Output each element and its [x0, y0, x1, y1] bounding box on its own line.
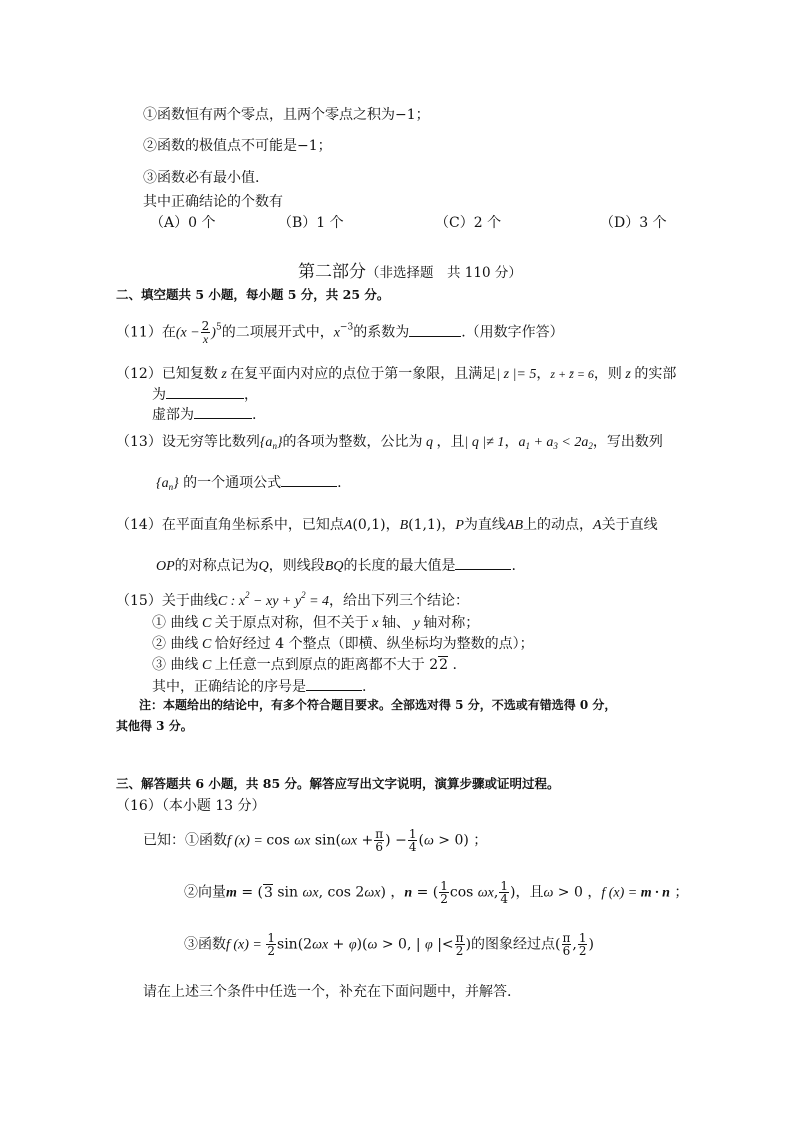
answer-blank[interactable] [281, 472, 337, 487]
q-text: 上任意一点到原点的距离都不大于 [214, 657, 425, 673]
q-text: 在 [161, 324, 176, 341]
q-text: 的实部 [634, 366, 677, 382]
q15-item-1: ① 曲线 C 关于原点对称，但不关于 x 轴、 y 轴对称； [152, 615, 480, 631]
q13-line2: $\{a_n\}$ 的一个通项公式 . [156, 472, 342, 492]
question-16-title: （16）（本小题 13 分） [116, 798, 266, 814]
q-number: （13） [116, 434, 162, 450]
option-c: （C）2 个 [435, 215, 502, 231]
q-text: ，写出数列 [592, 434, 663, 450]
part-title-main: 第二部分 [298, 262, 366, 282]
question-13: （13）设无穷等比数列$\{a_n\}$的各项为整数，公比为 q ，且| q |≠ 1，$a_1 + a_3 < 2a_2$，写出数列 [116, 434, 663, 451]
section-2-header: 二、填空题共 5 小题，每小题 5 分，共 25 分。 [116, 287, 390, 302]
q-text: 轴对称； [423, 615, 480, 631]
q15-item-2: ② 曲线 C 恰好经过 4 个整点（即横、纵坐标均为整数的点）； [152, 636, 534, 652]
option-d: （D）3 个 [600, 215, 667, 231]
q-text: 在复平面内对应的点位于第一象限，且满足 [230, 366, 497, 382]
q-text: 为 [152, 387, 166, 403]
q-text: 关于曲线 [161, 593, 218, 609]
q-text: ③函数 [184, 936, 226, 953]
q-text: ② 曲线 [152, 636, 199, 652]
q-text: ，给出下列三个结论： [329, 593, 470, 609]
q-text: ，且 [515, 884, 544, 901]
q-text: 轴、 [382, 615, 411, 631]
conclusion-1: ①函数恒有两个零点，且两个零点之积为−1； [143, 107, 430, 123]
q12-line3: 虚部为 . [152, 404, 256, 424]
answer-blank[interactable] [166, 384, 244, 399]
option-a: （A）0 个 [150, 215, 216, 231]
answer-blank[interactable] [409, 322, 461, 337]
q-text: 的一个通项公式 [183, 475, 282, 491]
part-title-sub: （非选择题 共 110 分） [366, 265, 522, 281]
q-text: 已知：①函数 [143, 832, 227, 849]
q-text: 在平面直角坐标系中，已知点 [161, 517, 344, 533]
q16-condition-2: ②向量m = (3 sin ωx, cos 2ωx) ，n = ( $\frac{1}{2}$ cos ωx, $\frac{1}{4}$ )，且ω > 0 ，f (x) = m · n ； [184, 879, 689, 906]
q-text: 关于直线 [601, 517, 658, 533]
q-text: ③ 曲线 [152, 657, 199, 673]
q-text: ① 曲线 [152, 615, 199, 631]
q-text: 上的动点， [523, 517, 594, 533]
q-number: （14） [116, 517, 162, 533]
q-text: 的长度的最大值是 [343, 558, 456, 574]
q-number: （15） [116, 593, 162, 609]
q16-condition-1: 已知：①函数f (x) = cos ωx sin(ωx + $\frac{\pi}{6}$ ) − $\frac{1}{4}$ (ω > 0) ； [143, 827, 488, 854]
q-text: ，则线段 [268, 558, 325, 574]
q12-line2: 为 ， [152, 384, 258, 404]
q-text: ，且 [436, 434, 465, 450]
q-text: 的二项展开式中， [221, 324, 334, 341]
q16-ask: 请在上述三个条件中任选一个，补充在下面问题中，并解答. [143, 984, 512, 1000]
question-stem: 其中正确结论的个数有 [143, 194, 283, 210]
q-text: 的对称点记为 [174, 558, 259, 574]
answer-blank[interactable] [306, 676, 362, 691]
answer-blank[interactable] [455, 555, 511, 570]
question-15: （15）关于曲线C : $x^2$ − xy + $y^2 = 4$，给出下列三个结论： [116, 590, 470, 609]
q-text: 为直线 [463, 517, 506, 533]
q16-condition-3: ③函数f (x) = $\frac{1}{2}$ sin(2ωx + φ)(ω > 0, | φ |< $\frac{\pi}{2}$ )的图象经过点( $\frac{\pi}{6}$ , $\frac{1}{2}$ ) [184, 931, 594, 958]
question-14: （14）在平面直角坐标系中，已知点A(0,1)，B(1,1)，P为直线AB上的动点，A关于直线 [116, 517, 658, 533]
note-line-2: 其他得 3 分。 [116, 719, 193, 733]
question-12: （12）已知复数 z 在复平面内对应的点位于第一象限，且满足| z |= 5，z + z̄ = 6，则 z 的实部 [116, 366, 677, 382]
q15-item-3: ③ 曲线 C 上任意一点到原点的距离都不大于 22 . [152, 657, 457, 673]
q-number: （12） [116, 366, 162, 382]
conclusion-2: ②函数的极值点不可能是−1； [143, 138, 332, 154]
q-text: 的图象经过点 [471, 936, 556, 953]
q-text: ，则 [593, 366, 622, 382]
conclusion-3: ③函数必有最小值. [143, 170, 260, 186]
answer-blank[interactable] [194, 404, 252, 419]
q14-line2: OP的对称点记为Q，则线段BQ的长度的最大值是 . [156, 555, 516, 575]
q-text: 的各项为整数，公比为 [282, 434, 423, 450]
part-title [298, 257, 522, 282]
note-line-1: 注：本题给出的结论中，有多个符合题目要求。全部选对得 5 分，不选或有错选得 0 分， [139, 698, 617, 712]
q-text: 的系数为 [353, 324, 410, 341]
q-text: 已知复数 [161, 366, 218, 382]
q-text: 恰好经过 4 个整点（即横、纵坐标均为整数的点）； [214, 636, 534, 652]
q-text: 虚部为 [152, 407, 194, 423]
section-3-header: 三、解答题共 6 小题，共 85 分。解答应写出文字说明，演算步骤或证明过程。 [116, 776, 560, 791]
q-number: （11） [116, 324, 162, 341]
q15-last: 其中，正确结论的序号是 . [152, 676, 366, 696]
q-text: 设无穷等比数列 [161, 434, 260, 450]
question-11: （11）在(x − $\frac{2}{x}$ )$^5$的二项展开式中，$x^{-3}$的系数为 .（用数字作答） [116, 319, 564, 346]
option-b: （B）1 个 [278, 215, 344, 231]
q-text: ②向量 [184, 884, 226, 901]
q-text: 其中，正确结论的序号是 [152, 679, 306, 695]
q-text: 关于原点对称，但不关于 [214, 615, 369, 631]
q-text: .（用数字作答） [461, 324, 564, 341]
